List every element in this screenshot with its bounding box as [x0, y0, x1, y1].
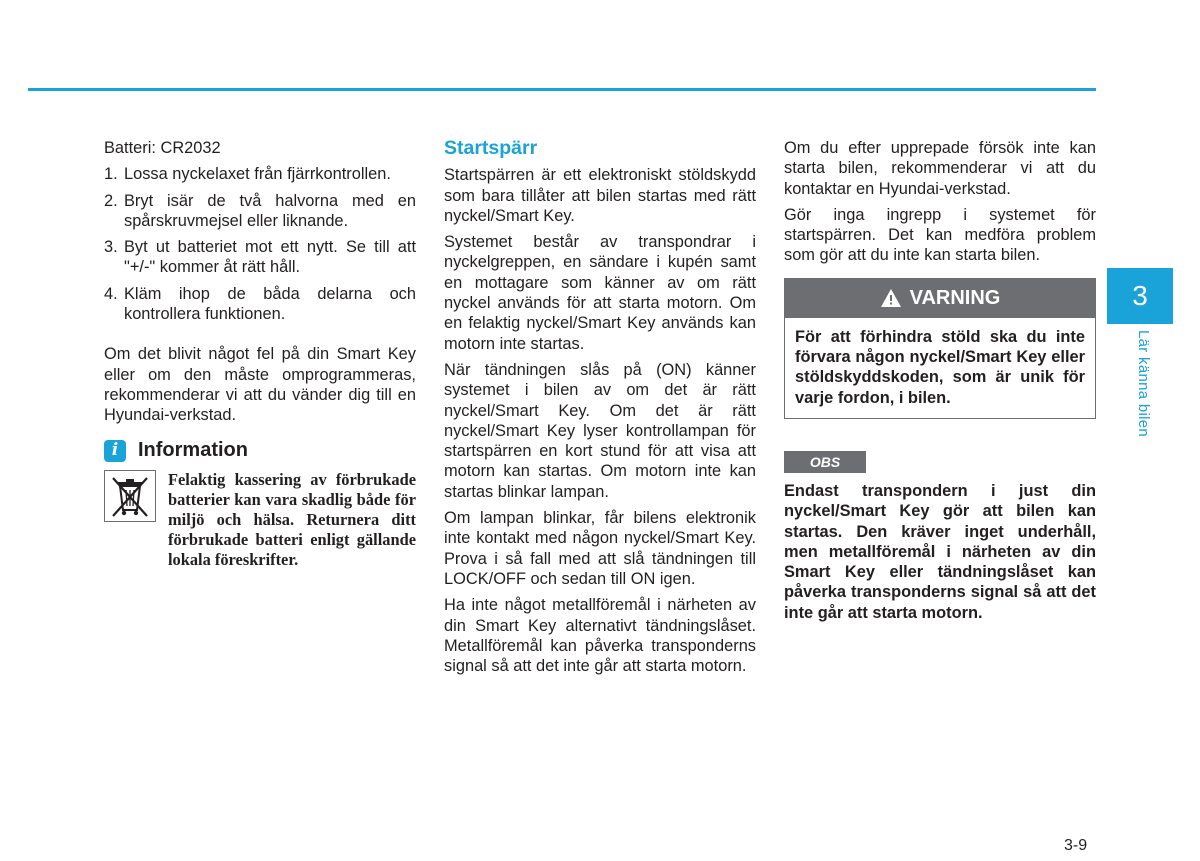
warning-box — [784, 318, 1096, 419]
warning-title: VARNING — [909, 286, 1001, 309]
step-number: 3. — [104, 238, 118, 257]
list-item — [104, 237, 416, 278]
header-rule — [28, 88, 1096, 91]
body-paragraph: Om lampan blinkar, får bilens elektronik inte kontakt med någon nyckel/Smart Key. Prova i så fall med att slå tändningen till LOCK/OFF och sedan till ON igen. — [444, 509, 756, 588]
obs-badge: OBS — [784, 451, 866, 473]
warning-icon — [880, 288, 902, 308]
step-number: 4. — [104, 284, 118, 303]
crossed-out-bin-icon — [104, 470, 156, 522]
step-text: Kläm ihop de båda delarna och kontrollera funktionen. — [124, 284, 416, 324]
body-paragraph: När tändningen slås på (ON) känner systemet i bilen av om det är rätt nyckel/Smart Key. Om det är rätt nyckel/Smart Key lyser kontrollampan för startspärren en kort stund för att visa att motorn kan startas. Om motorn inte kan startas blinkar lampan. — [444, 360, 756, 501]
body-paragraph: Om det blivit något fel på din Smart Key eller om den måste omprogrammeras, rekommenderar vi att du vänder dig till en Hyundai-verkstad. — [104, 345, 416, 425]
list-item — [104, 284, 416, 325]
spacer — [104, 324, 416, 344]
list-item — [104, 191, 416, 232]
step-number: 1. — [104, 165, 118, 184]
step-text: Byt ut batteriet mot ett nytt. Se till att "+/-" kommer åt rätt håll. — [124, 238, 416, 277]
column-left — [104, 138, 416, 570]
list-item — [104, 164, 416, 184]
body-paragraph: Startspärren är ett elektroniskt stöldskydd som bara tillåter att bilen startas med rätt nyckel/Smart Key. — [444, 166, 756, 225]
step-text: Bryt isär de två halvorna med en spårskruvmejsel eller liknande. — [124, 191, 416, 230]
information-title: Information — [138, 439, 248, 462]
chapter-title: Lär känna bilen — [1135, 330, 1152, 438]
body-paragraph: Systemet består av transpondrar i nyckelgreppen, en sändare i kupén samt en mottagare som känner av om rätt nyckel används för att starta motorn. Om en felaktig nyckel/Smart Key används kan motorn inte startas. — [444, 233, 756, 353]
battery-spec: Batteri: CR2032 — [104, 139, 221, 157]
body-paragraph: Gör inga ingrepp i systemet för startspärren. Det kan medföra problem som gör att du inte kan starta bilen. — [784, 205, 1096, 265]
body-paragraph: Ha inte något metallföremål i närheten av din Smart Key alternativt tändningslåset. Metallföremål kan påverka transponderns signal så att det inte går att starta motorn. — [444, 596, 756, 676]
page-number: 3-9 — [1064, 837, 1088, 854]
section-heading: Startspärr — [444, 137, 538, 159]
column-right — [784, 138, 1096, 623]
information-text: Felaktig kassering av förbrukade batterier kan vara skadlig både för miljö och hälsa. Returnera ditt förbrukade batteri enligt gällande lokala föreskrifter. — [168, 469, 416, 569]
body-paragraph: Om du efter upprepade försök inte kan starta bilen, rekommenderar vi att du kontaktar en Hyundai-verkstad. — [784, 139, 1096, 198]
chapter-tab: 3 — [1107, 268, 1173, 324]
information-header — [104, 440, 416, 462]
information-body — [104, 470, 416, 570]
warning-header — [784, 278, 1096, 318]
info-icon: i — [104, 440, 126, 462]
warning-text: För att förhindra stöld ska du inte förvara någon nyckel/Smart Key eller stöldskyddskoden, som är unik för varje fordon, i bilen. — [795, 327, 1085, 407]
obs-text: Endast transpondern i just din nyckel/Smart Key gör att bilen kan startas. Den kräver inget underhåll, men metallföremål i närheten av din Smart Key eller tändningslåset kan påverka transponderns signal så att det inte går att starta motorn. — [784, 481, 1096, 622]
step-text: Lossa nyckelaxet från fjärrkontrollen. — [124, 165, 391, 184]
step-number: 2. — [104, 191, 118, 210]
column-middle — [444, 138, 756, 676]
